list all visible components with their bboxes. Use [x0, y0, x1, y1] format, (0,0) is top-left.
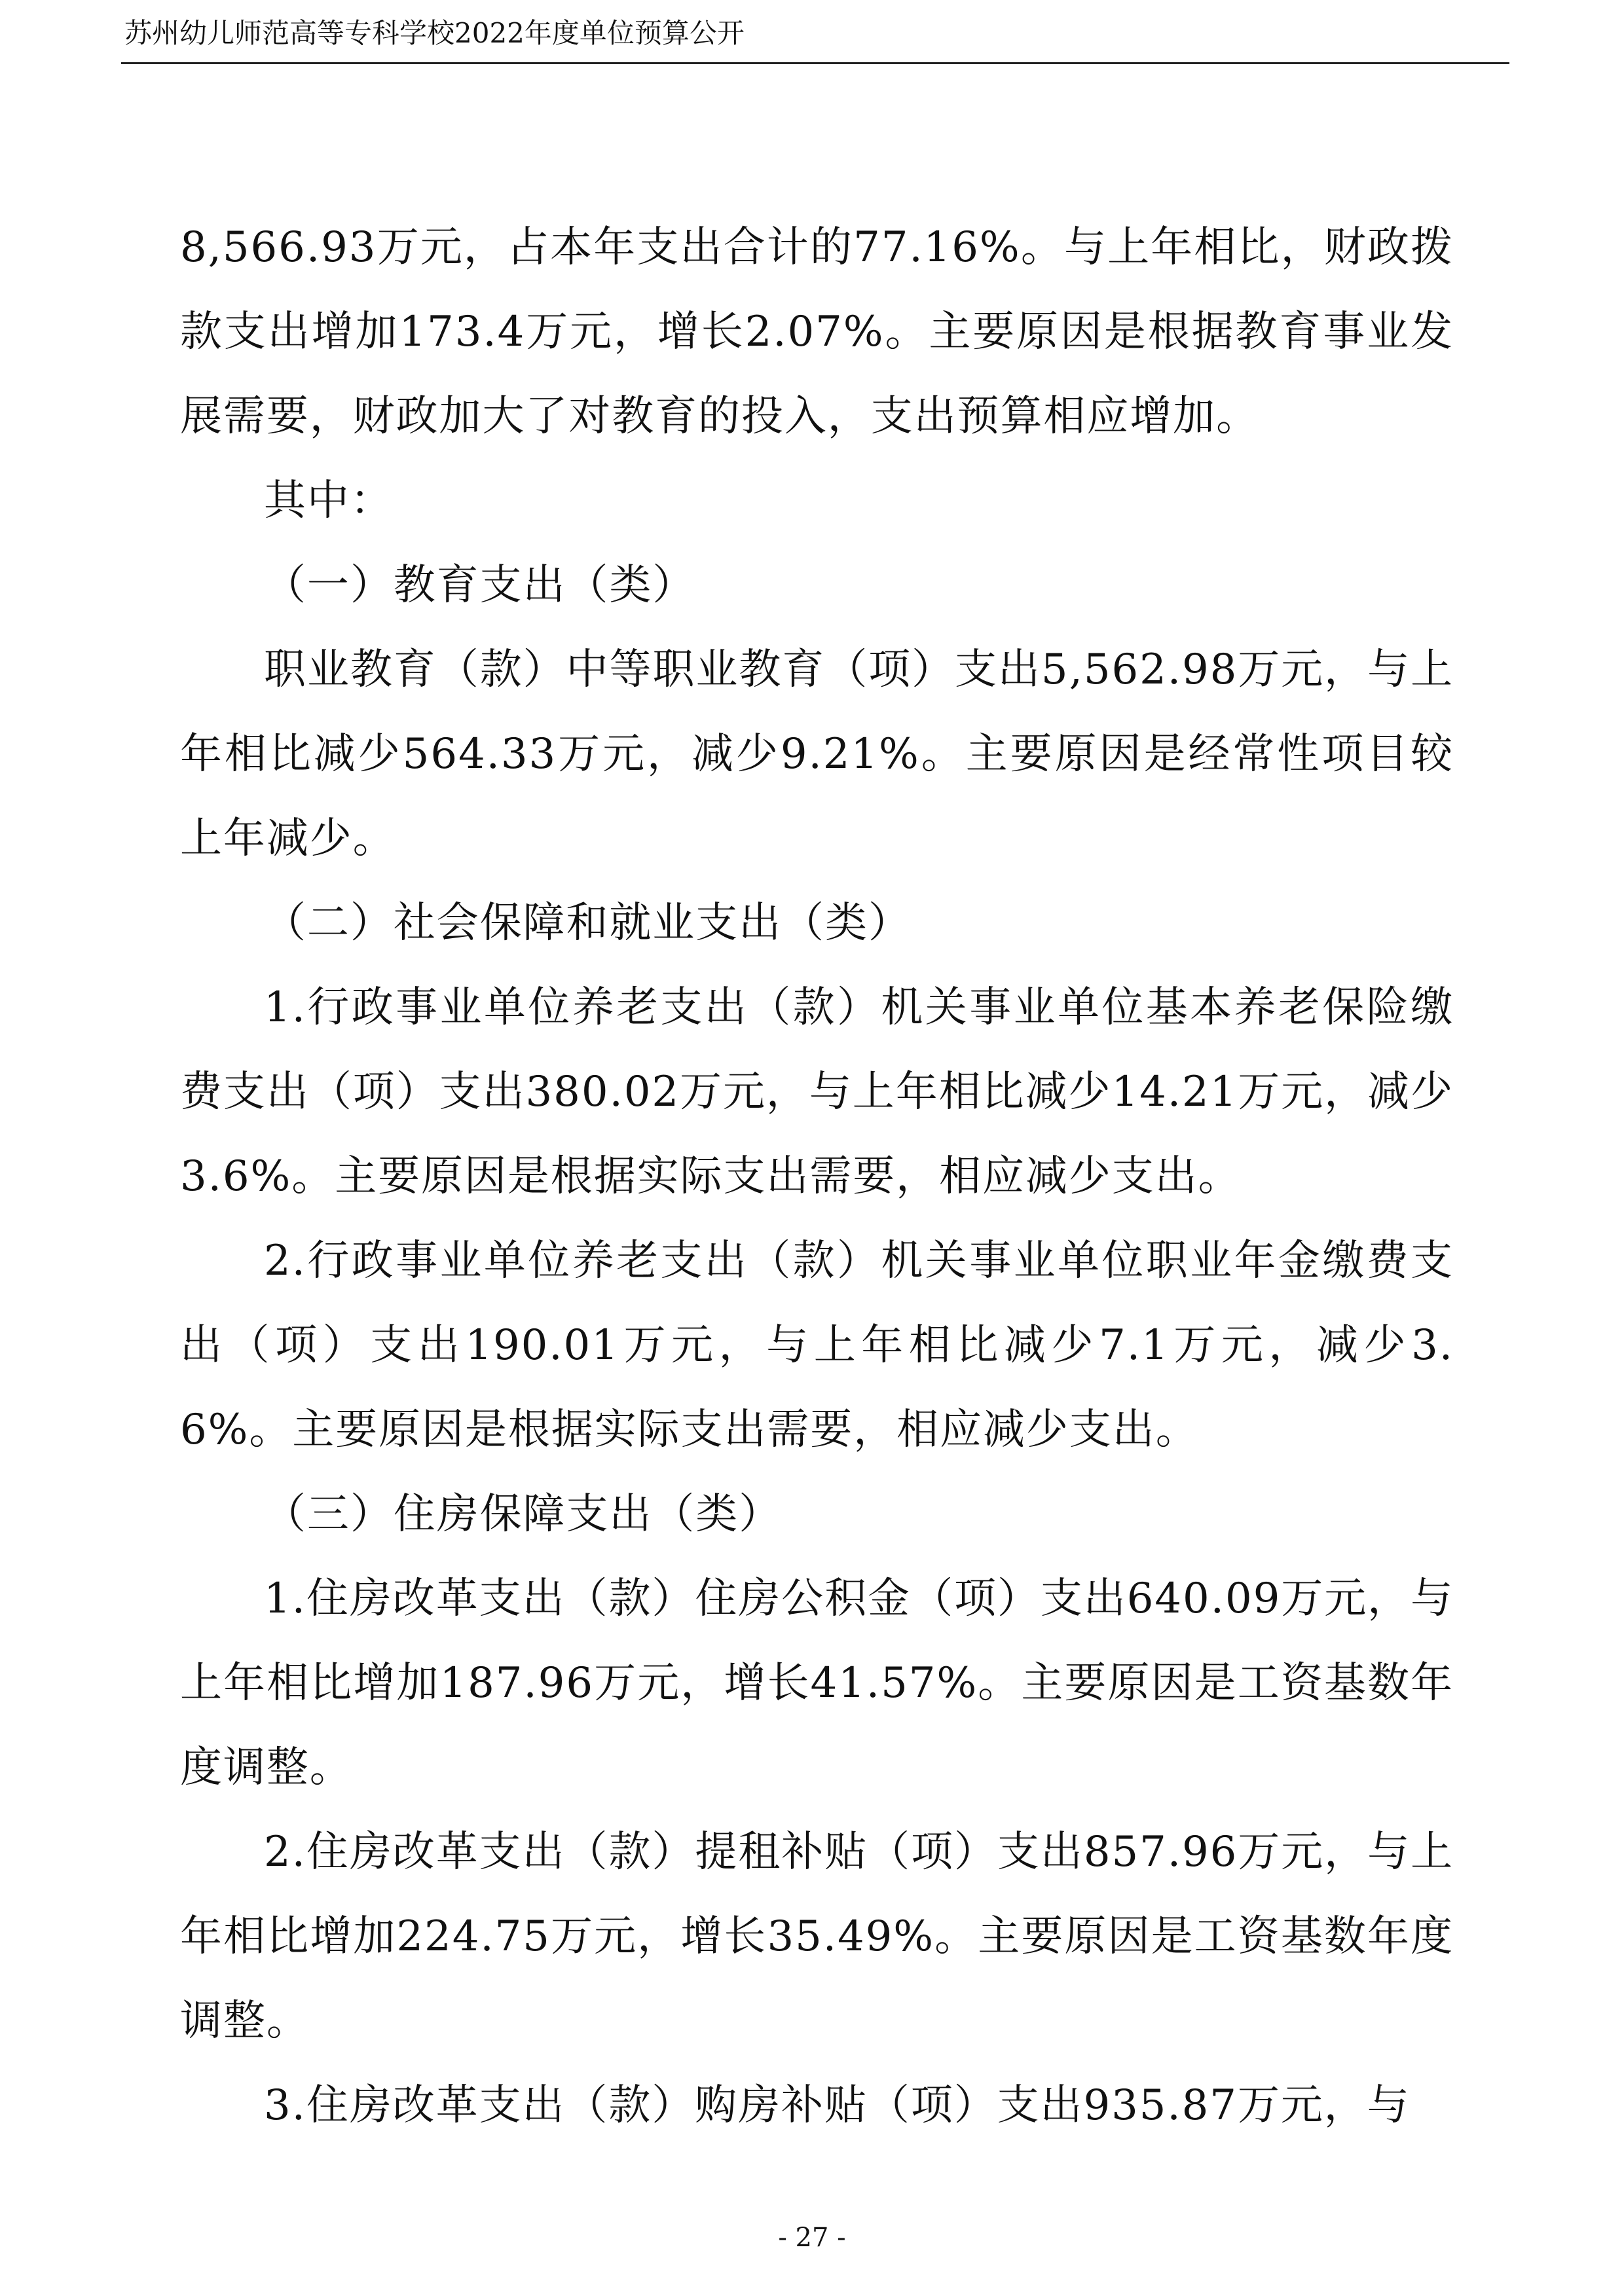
header-divider — [121, 62, 1509, 64]
paragraph-intro: 其中： — [264, 477, 394, 525]
document-body — [180, 206, 1454, 2148]
paragraph-vocational-education: 职业教育（款）中等职业教育（项）支出5,562.98万元，与上年相比减少564.33万元，减少9.21%。主要原因是经常性项目较上年减少。 — [180, 646, 1454, 863]
section-heading-housing: （三）住房保障支出（类） — [264, 1490, 783, 1539]
page-number: - 27 - — [778, 2223, 846, 2253]
paragraph-rent-subsidy: 2.住房改革支出（款）提租补贴（项）支出857.96万元，与上年相比增加224.75万元，增长35.49%。主要原因是工资基数年度调整。 — [180, 1828, 1454, 2045]
paragraph-housing-fund: 1.住房改革支出（款）住房公积金（项）支出640.09万元，与上年相比增加187.96万元，增长41.57%。主要原因是工资基数年度调整。 — [180, 1575, 1454, 1792]
paragraph-purchase-subsidy: 3.住房改革支出（款）购房补贴（项）支出935.87万元，与 — [264, 2081, 1411, 2130]
paragraph-continuation: 8,566.93万元，占本年支出合计的77.16%。与上年相比，财政拨款支出增加173.4万元，增长2.07%。主要原因是根据教育事业发展需要，财政加大了对教育的投入，支出预算相应增加。 — [180, 223, 1454, 441]
paragraph-pension-annuity: 2.行政事业单位养老支出（款）机关事业单位职业年金缴费支出（项）支出190.01万元，与上年相比减少7.1万元，减少3.6%。主要原因是根据实际支出需要，相应减少支出。 — [180, 1237, 1454, 1454]
section-heading-social-security: （二）社会保障和就业支出（类） — [264, 899, 912, 947]
paragraph-pension-basic: 1.行政事业单位养老支出（款）机关事业单位基本养老保险缴费支出（项）支出380.02万元，与上年相比减少14.21万元，减少3.6%。主要原因是根据实际支出需要，相应减少支出。 — [180, 983, 1454, 1201]
page-header: 苏州幼儿师范高等专科学校2022年度单位预算公开 — [124, 17, 745, 49]
section-heading-education: （一）教育支出（类） — [264, 561, 696, 610]
